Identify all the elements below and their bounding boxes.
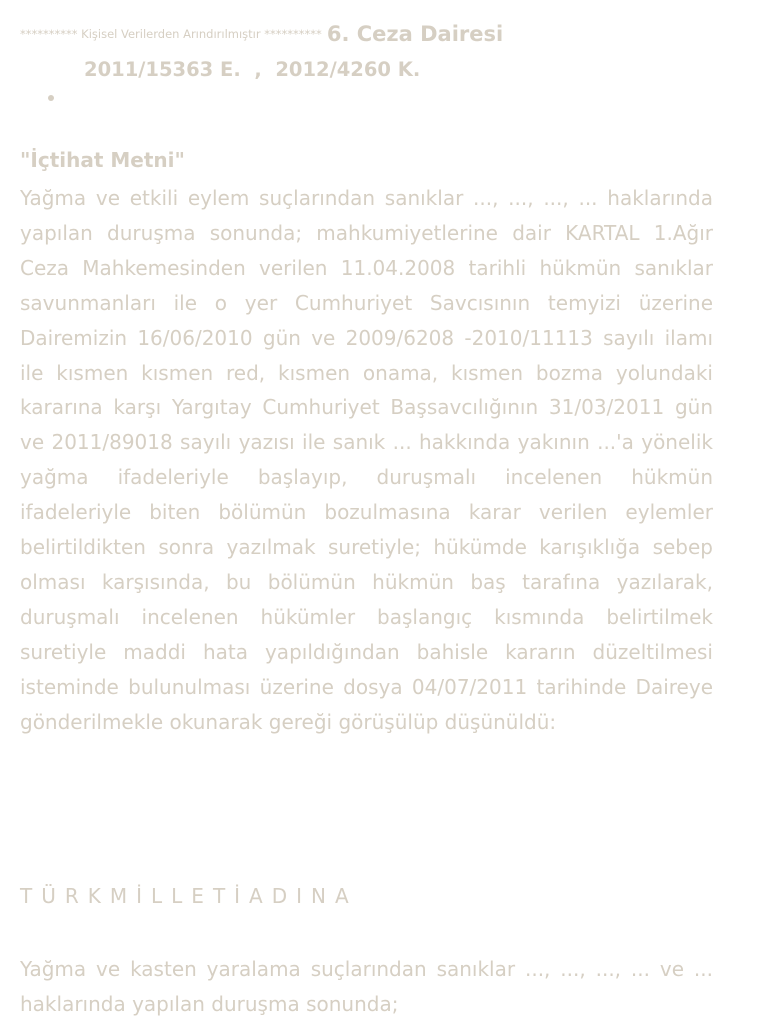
section-title: "İçtihat Metni" — [20, 148, 185, 172]
department-name: 6. Ceza Dairesi — [326, 22, 504, 46]
bullet-dot — [48, 95, 54, 101]
case-number: 2011/15363 E. , 2012/4260 K. — [84, 58, 421, 81]
verdict-heading: TÜRKMİLLETİADINA — [20, 884, 358, 908]
body-paragraph-2: Yağma ve kasten yaralama suçlarından sanıklar ..., ..., ..., ... ve ... haklarında yapılan duruşma sonunda; — [20, 957, 713, 1016]
body-paragraph-1: Yağma ve etkili eylem suçlarından sanıklar ..., ..., ..., ... haklarında yapılan duruşma sonunda; mahkumiyetlerine dair KARTAL 1.Ağır Ceza Mahkemesinden verilen 11.04.2008 tarihli hükmün sanıklar savunmanları ile o yer Cumhuriyet Savcısının temyizi üzerine Dairemizin 16/06/2010 gün ve 2009/6208 -2010/11113 sayılı ilamı ile kısmen kısmen red, kısmen onama, kısmen bozma yolundaki kararına karşı Yargıtay Cumhuriyet Başsavcılığının 31/03/2011 gün ve 2011/89018 sayılı yazısı ile sanık ... hakkında yakının ...'a yönelik yağma ifadeleriyle başlayıp, duruşmalı incelenen hükmün ifadeleriyle biten bölümün bozulmasına karar verilen eylemler belirtildikten sonra yazılmak suretiyle; hükümde karışıklığa sebep olması karşısında, bu bölümün hükmün baş tarafına yazılarak, duruşmalı incelenen hükümler başlangıç kısmında belirtilmek suretiyle maddi hata yapıldığından bahisle kararın düzeltilmesi isteminde bulunulması üzerine dosya 04/07/2011 tarihinde Daireye gönderilmekle okunarak gereği görüşülüp düşünüldü: — [20, 186, 713, 734]
document-header — [20, 22, 503, 46]
privacy-notice: ********** Kişisel Verilerden Arındırılmıştır ********** — [20, 27, 322, 41]
